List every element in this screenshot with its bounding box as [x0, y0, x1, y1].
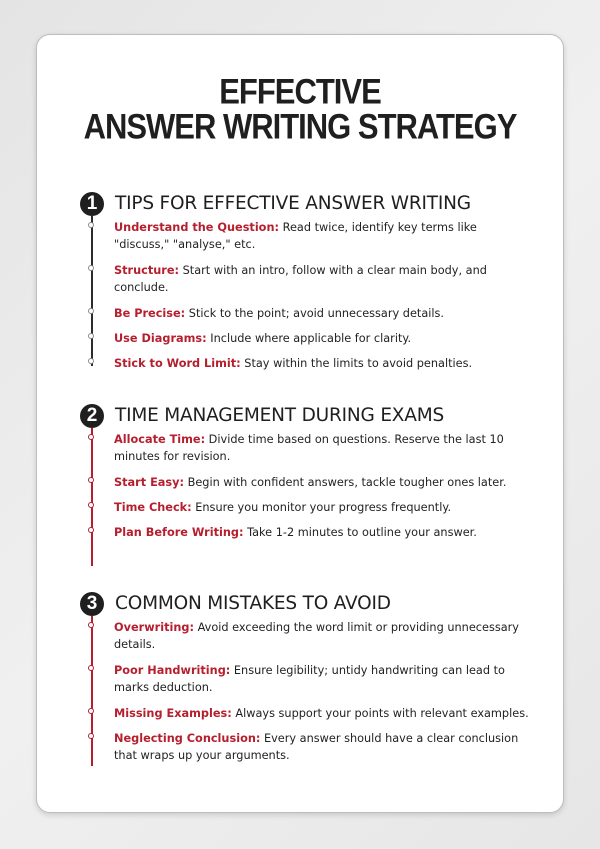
item-key: Neglecting Conclusion:	[114, 732, 261, 745]
item-text: Avoid exceeding the word limit or providing unnecessary details.	[114, 621, 519, 651]
bullet-dot	[88, 308, 94, 314]
list-item	[114, 705, 534, 722]
list-item	[114, 305, 534, 322]
bullet-dot	[88, 434, 94, 440]
item-key: Start Easy:	[114, 476, 185, 489]
item-text: Include where applicable for clarity.	[206, 332, 412, 345]
bullet-dot	[88, 358, 94, 364]
section-number-badge: 3	[80, 592, 104, 616]
item-key: Overwriting:	[114, 621, 194, 634]
section-line	[91, 428, 93, 566]
list-item	[114, 619, 534, 653]
item-text: Every answer should have a clear conclusion that wraps up your arguments.	[114, 732, 519, 762]
item-text: Read twice, identify key terms like "discuss," "analyse," etc.	[114, 221, 477, 251]
item-key: Structure:	[114, 264, 180, 277]
bullet-dot	[88, 733, 94, 739]
bullet-dot	[88, 333, 94, 339]
item-key: Use Diagrams:	[114, 332, 207, 345]
item-key: Time Check:	[114, 501, 192, 514]
bullet-dot	[88, 665, 94, 671]
item-key: Poor Handwriting:	[114, 664, 231, 677]
item-text: Ensure legibility; untidy handwriting can lead to marks deduction.	[114, 664, 505, 694]
item-key: Be Precise:	[114, 307, 186, 320]
item-text: Start with an intro, follow with a clear main body, and conclude.	[114, 264, 487, 294]
section-heading: TIME MANAGEMENT DURING EXAMS	[115, 405, 445, 426]
section-line	[91, 616, 93, 766]
list-item	[114, 730, 534, 764]
section-heading: TIPS FOR EFFECTIVE ANSWER WRITING	[115, 193, 471, 214]
item-text: Divide time based on questions. Reserve the last 10 minutes for revision.	[114, 433, 504, 463]
bullet-dot	[88, 527, 94, 533]
list-item	[114, 474, 534, 491]
list-item	[114, 431, 534, 465]
list-item	[114, 330, 534, 347]
item-key: Plan Before Writing:	[114, 526, 244, 539]
page-title-line-2: ANSWER WRITING STRATEGY	[83, 106, 517, 147]
list-item	[114, 262, 534, 296]
list-item	[114, 355, 534, 372]
section-line	[91, 216, 93, 366]
section-heading: COMMON MISTAKES TO AVOID	[115, 593, 391, 614]
item-key: Allocate Time:	[114, 433, 206, 446]
list-item	[114, 499, 534, 516]
list-item	[114, 524, 534, 541]
item-text: Take 1-2 minutes to outline your answer.	[243, 526, 477, 539]
item-key: Understand the Question:	[114, 221, 280, 234]
strategy-card	[36, 34, 564, 813]
item-text: Always support your points with relevant examples.	[231, 707, 529, 720]
bullet-dot	[88, 708, 94, 714]
bullet-dot	[88, 622, 94, 628]
section-number-badge: 1	[80, 192, 104, 216]
bullet-dot	[88, 477, 94, 483]
list-item	[114, 219, 534, 253]
item-text: Begin with confident answers, tackle tougher ones later.	[184, 476, 507, 489]
item-key: Stick to Word Limit:	[114, 357, 241, 370]
list-item	[114, 662, 534, 696]
bullet-dot	[88, 265, 94, 271]
item-text: Stick to the point; avoid unnecessary details.	[185, 307, 444, 320]
item-text: Stay within the limits to avoid penalties.	[240, 357, 473, 370]
page-title-line-1: EFFECTIVE	[219, 71, 381, 112]
section-number-badge: 2	[80, 404, 104, 428]
bullet-dot	[88, 222, 94, 228]
item-text: Ensure you monitor your progress frequently.	[191, 501, 452, 514]
item-key: Missing Examples:	[114, 707, 232, 720]
bullet-dot	[88, 502, 94, 508]
